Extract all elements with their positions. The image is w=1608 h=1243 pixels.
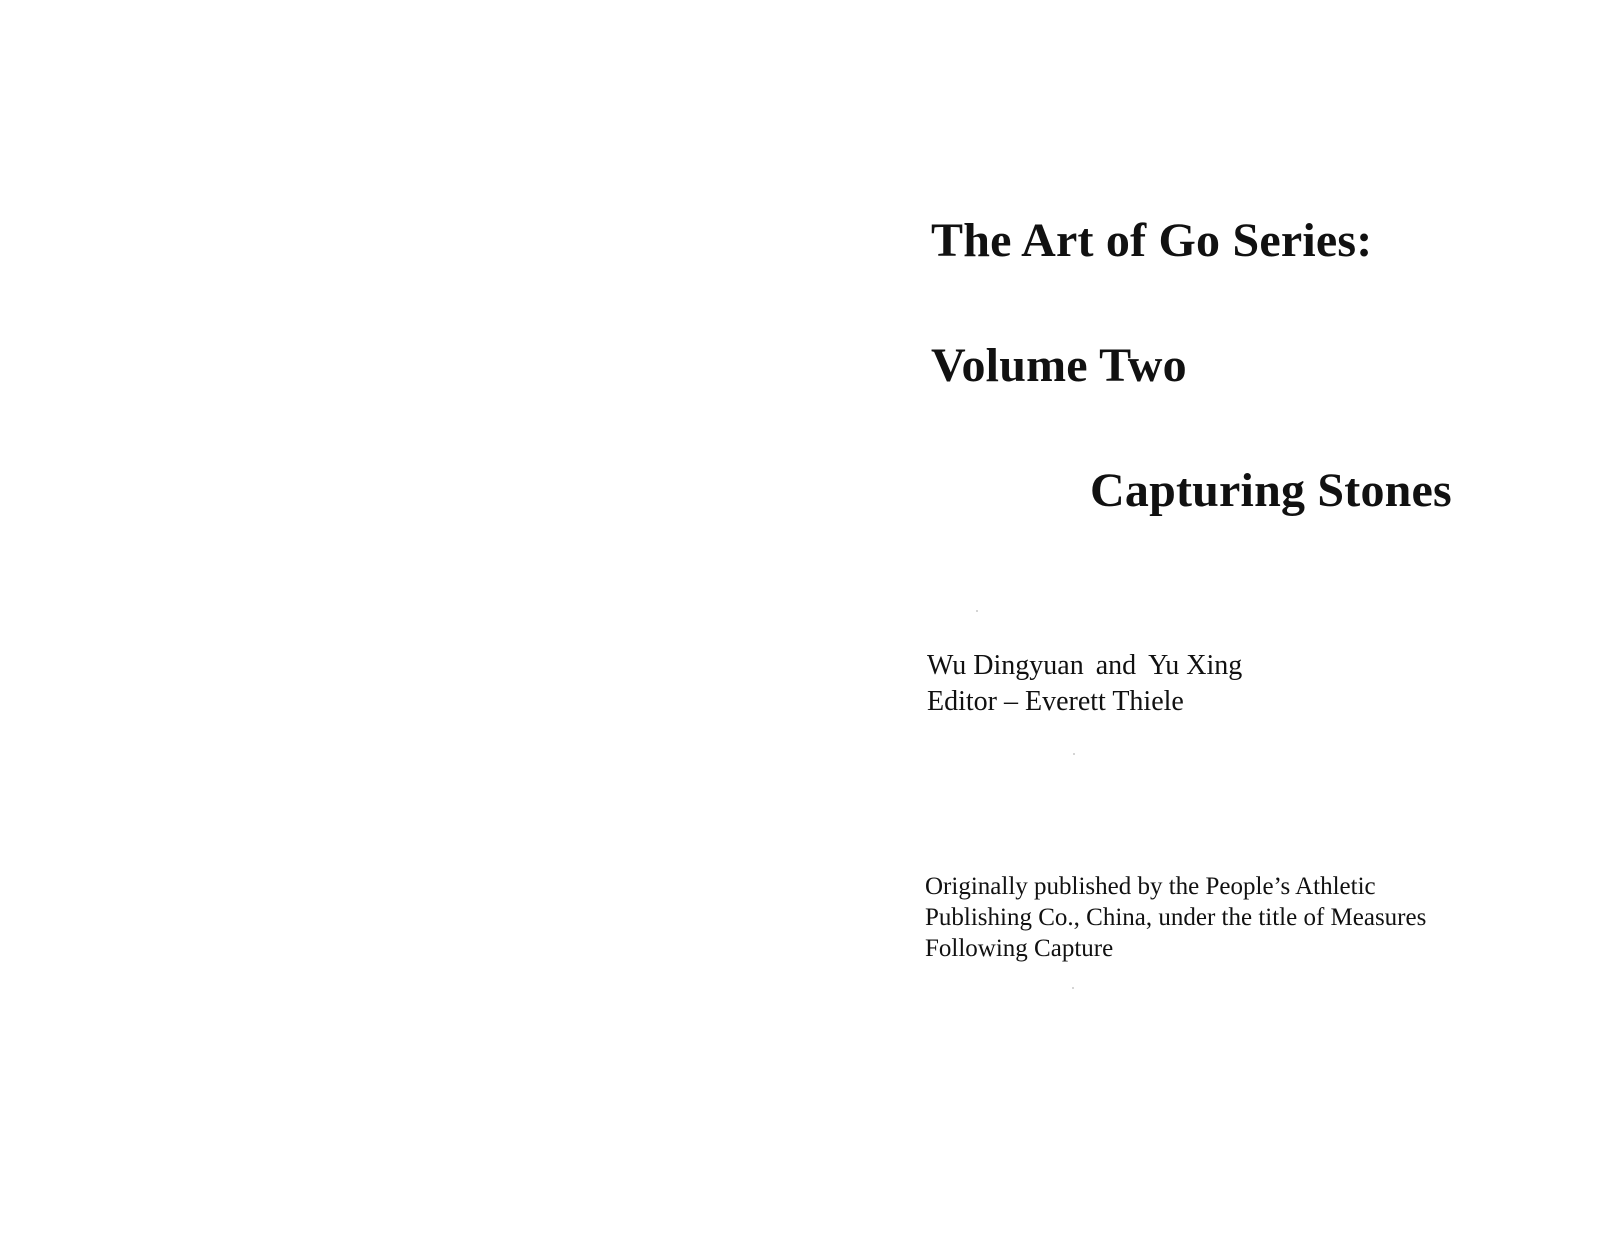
author-conjunction: and bbox=[1095, 650, 1137, 681]
series-title: The Art of Go Series: bbox=[931, 214, 1373, 267]
subject-title: Capturing Stones bbox=[1090, 464, 1452, 517]
publication-note bbox=[925, 871, 1485, 964]
credits-block bbox=[927, 648, 1242, 720]
publication-note-line: Following Capture bbox=[925, 935, 1114, 962]
publication-note-line: Publishing Co., China, under the title of Measures bbox=[925, 904, 1427, 931]
author-name: Yu Xing bbox=[1148, 650, 1243, 681]
editor-line: Editor – Everett Thiele bbox=[927, 686, 1184, 717]
authors-line bbox=[927, 648, 1242, 684]
scan-speck bbox=[976, 610, 978, 612]
scan-speck bbox=[1072, 987, 1074, 989]
scan-speck bbox=[1073, 753, 1075, 755]
publication-note-line: Originally published by the People’s Athletic bbox=[925, 873, 1376, 900]
volume-title: Volume Two bbox=[931, 339, 1187, 392]
author-name: Wu Dingyuan bbox=[927, 650, 1084, 681]
